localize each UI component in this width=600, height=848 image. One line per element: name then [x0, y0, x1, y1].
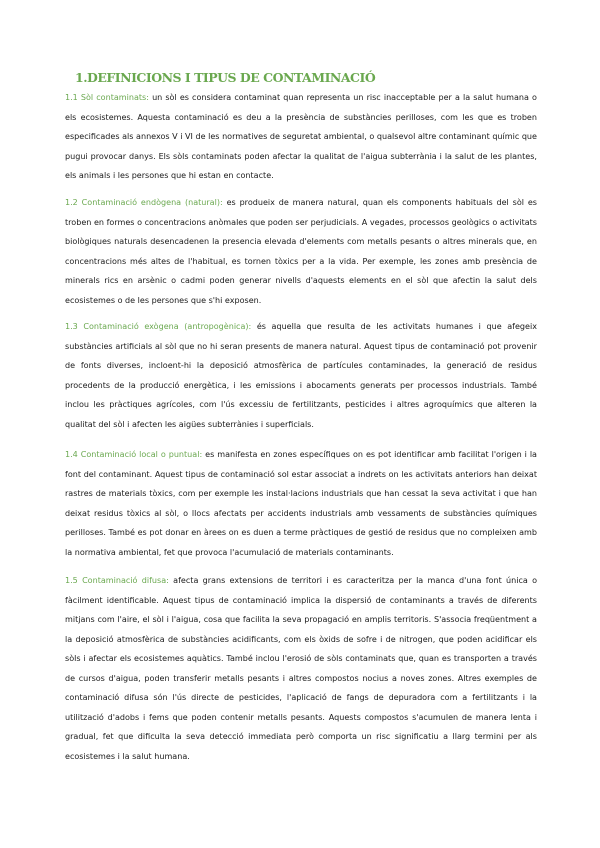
section-text: afecta grans extensions de territori i es caracteritza per la manca d'una font única o fàcilment identificable. Aquest tipus de contaminació implica la dispersió de contaminants a través de diferents mitjans com l'aire, el sòl i l'aigua, cosa que facilita la seva propagació en amplis territoris. S'associa freqüentment a la deposició atmosfèrica de substàncies acidificants, com els òxids de sofre i de nitrogen, que poden acidificar els sòls i afectar els ecosistemes aquàtics. També inclou l'erosió de sòls contaminats que, quan es transporten a través de cursos d'aigua, poden transferir metalls pesants i altres compostos nocius a noves zones. Altres exemples de contaminació difusa són l'ús directe de pesticides, l'aplicació de fangs de depuradora com a fertilitzants i la utilització d'adobs i fems que poden contenir metalls pesants. Aquests compostos s'acumulen de manera lenta i gradual, fet que dificulta la seva detecció immediata però comporta un risc significatiu a llarg termini per als ecosistemes i la salut humana.: [65, 576, 537, 761]
section-text: és aquella que resulta de les activitats humanes i que afegeix substàncies artificials al sòl que no hi seran presents de manera natural. Aquest tipus de contaminació pot provenir de fonts diverses, incloent-hi la deposició atmosfèrica de partícules contaminades, la generació de residus procedents de la producció energètica, i les emissions i abocaments generats per processos industrials. També inclou les pràctiques agrícoles, com l'ús excessiu de fertilitzants, pesticides i altres agroquímics que alteren la qualitat del sòl i afecten les aigües subterrànies i superficials.: [65, 322, 537, 429]
section-diffuse-contamination: [65, 571, 537, 766]
section-label: 1.5 Contaminació difusa:: [65, 576, 169, 585]
section-text: un sòl es considera contaminat quan representa un risc inacceptable per a la salut humana o els ecosistemes. Aquesta contaminació es deu a la presència de substàncies perilloses, com les que es troben especificades als annexos V i VI de les normatives de seguretat ambiental, o qualsevol altre contaminant químic que pugui provocar danys. Els sòls contaminats poden afectar la qualitat de l'aigua subterrània i la salut de les plantes, els animals i les persones que hi estan en contacte.: [65, 93, 537, 180]
section-soil-contaminated: [65, 88, 537, 186]
section-label: 1.1 Sòl contaminats:: [65, 93, 149, 102]
page-title: 1.DEFINICIONS I TIPUS DE CONTAMINACIÓ: [75, 70, 376, 85]
section-text: es produeix de manera natural, quan els components habituals del sòl es troben en formes o concentracions anòmales que poden ser perjudicials. A vegades, processos geològics o activitats biològiques naturals desencadenen la presencia elevada d'elements com metalls pesants o altres minerals que, en concentracions més altes de l'habitual, es tornen tòxics per a la vida. Per exemple, les zones amb presència de minerals rics en arsènic o cadmi poden generar nivells d'aquests elements en el sòl que afectin la salut dels ecosistemes o de les persones que s'hi exposen.: [65, 198, 537, 305]
section-label: 1.2 Contaminació endògena (natural):: [65, 198, 223, 207]
section-endogenous-contamination: [65, 193, 537, 310]
section-text: es manifesta en zones específiques on es pot identificar amb facilitat l'origen i la font del contaminant. Aquest tipus de contaminació sol estar associat a indrets on les activitats anteriors han deixat rastres de materials tòxics, com per exemple les instal·lacions industrials que han cessat la seva activitat i que han deixat residus tòxics al sòl, o llocs afectats per accidents industrials amb vessaments de substàncies químiques perilloses. També es pot donar en àrees on es duen a terme pràctiques de gestió de residus que no compleixen amb la normativa ambiental, fet que provoca l'acumulació de materials contaminants.: [65, 450, 537, 557]
section-label: 1.4 Contaminació local o puntual:: [65, 450, 203, 459]
section-exogenous-contamination: [65, 317, 537, 434]
section-local-contamination: [65, 445, 537, 562]
section-label: 1.3 Contaminació exògena (antropogènica):: [65, 322, 252, 331]
